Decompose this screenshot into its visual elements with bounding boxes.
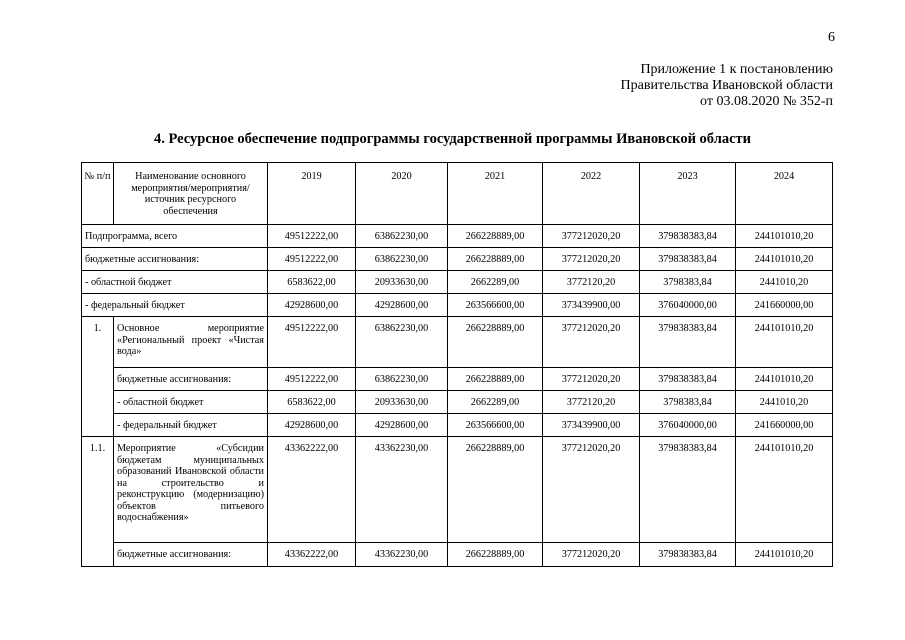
cell-value: 42928600,00 — [268, 294, 356, 317]
header-line-2: Правительства Ивановской области — [620, 78, 833, 93]
cell-value: 379838383,84 — [640, 248, 736, 271]
table-header-row — [82, 163, 833, 225]
appendix-header — [621, 62, 833, 110]
col-header-num: № п/п — [82, 163, 114, 225]
page-number: 6 — [828, 30, 835, 45]
cell-value: 63862230,00 — [356, 317, 448, 368]
cell-value: 49512222,00 — [268, 225, 356, 248]
cell-value: 266228889,00 — [448, 437, 543, 543]
cell-value: 379838383,84 — [640, 368, 736, 391]
cell-value: 266228889,00 — [448, 543, 543, 567]
header-line-1: Приложение 1 к постановлению — [640, 62, 833, 77]
cell-value: 377212020,20 — [543, 317, 640, 368]
cell-value: 241660000,00 — [736, 294, 833, 317]
cell-value: 379838383,84 — [640, 437, 736, 543]
cell-value: 379838383,84 — [640, 317, 736, 368]
row-label: - федеральный бюджет — [82, 294, 268, 317]
section-title: 4. Ресурсное обеспечение подпрограммы государственной программы Ивановской области — [153, 131, 751, 147]
col-header-2022: 2022 — [543, 163, 640, 225]
item-label: Основное мероприятие «Региональный проект «Чистая вода» — [114, 317, 268, 368]
table-row — [82, 248, 833, 271]
cell-value: 3772120,20 — [543, 271, 640, 294]
cell-value: 266228889,00 — [448, 248, 543, 271]
cell-value: 49512222,00 — [268, 368, 356, 391]
cell-value: 263566600,00 — [448, 294, 543, 317]
cell-value: 266228889,00 — [448, 225, 543, 248]
cell-value: 2441010,20 — [736, 391, 833, 414]
cell-value: 42928600,00 — [356, 414, 448, 437]
cell-value: 2441010,20 — [736, 271, 833, 294]
item-label: Мероприятие «Субсидии бюджетам муниципальных образований Ивановской области на строительство и реконструкцию (модернизацию) объектов питьевого водоснабжения» — [114, 437, 268, 543]
cell-value: 43362222,00 — [268, 543, 356, 567]
cell-value: 244101010,20 — [736, 437, 833, 543]
cell-value: 377212020,20 — [543, 248, 640, 271]
row-label: - областной бюджет — [82, 271, 268, 294]
cell-value: 3772120,20 — [543, 391, 640, 414]
col-header-2023: 2023 — [640, 163, 736, 225]
cell-value: 49512222,00 — [268, 317, 356, 368]
table-row — [82, 391, 833, 414]
cell-value: 379838383,84 — [640, 225, 736, 248]
cell-value: 376040000,00 — [640, 294, 736, 317]
cell-value: 266228889,00 — [448, 317, 543, 368]
col-header-2024: 2024 — [736, 163, 833, 225]
cell-value: 20933630,00 — [356, 391, 448, 414]
cell-value: 244101010,20 — [736, 543, 833, 567]
table-row — [82, 271, 833, 294]
cell-value: 6583622,00 — [268, 391, 356, 414]
cell-value: 63862230,00 — [356, 248, 448, 271]
row-label: бюджетные ассигнования: — [114, 543, 268, 567]
cell-value: 244101010,20 — [736, 248, 833, 271]
cell-value: 373439900,00 — [543, 414, 640, 437]
cell-value: 377212020,20 — [543, 225, 640, 248]
cell-value: 373439900,00 — [543, 294, 640, 317]
cell-value: 244101010,20 — [736, 368, 833, 391]
row-label: бюджетные ассигнования: — [114, 368, 268, 391]
cell-value: 43362222,00 — [268, 437, 356, 543]
cell-value: 377212020,20 — [543, 368, 640, 391]
cell-value: 244101010,20 — [736, 225, 833, 248]
cell-value: 2662289,00 — [448, 391, 543, 414]
row-label: Подпрограмма, всего — [82, 225, 268, 248]
cell-value: 6583622,00 — [268, 271, 356, 294]
cell-value: 2662289,00 — [448, 271, 543, 294]
cell-value: 20933630,00 — [356, 271, 448, 294]
header-line-3: от 03.08.2020 № 352-п — [700, 94, 833, 109]
table-row — [82, 368, 833, 391]
cell-value: 263566600,00 — [448, 414, 543, 437]
cell-value: 376040000,00 — [640, 414, 736, 437]
item-number: 1. — [82, 317, 114, 437]
cell-value: 43362230,00 — [356, 543, 448, 567]
cell-value: 49512222,00 — [268, 248, 356, 271]
col-header-2020: 2020 — [356, 163, 448, 225]
cell-value: 377212020,20 — [543, 437, 640, 543]
cell-value: 266228889,00 — [448, 368, 543, 391]
table-row — [82, 543, 833, 567]
cell-value: 244101010,20 — [736, 317, 833, 368]
cell-value: 42928600,00 — [356, 294, 448, 317]
cell-value: 63862230,00 — [356, 368, 448, 391]
cell-value: 3798383,84 — [640, 271, 736, 294]
cell-value: 3798383,84 — [640, 391, 736, 414]
table-row — [82, 414, 833, 437]
item-number: 1.1. — [82, 437, 114, 567]
cell-value: 241660000,00 — [736, 414, 833, 437]
table-row — [82, 437, 833, 543]
cell-value: 63862230,00 — [356, 225, 448, 248]
table-row — [82, 225, 833, 248]
table-row — [82, 317, 833, 368]
col-header-name: Наименование основного мероприятия/мероприятия/ источник ресурсного обеспечения — [114, 163, 268, 225]
row-label: бюджетные ассигнования: — [82, 248, 268, 271]
row-label: - федеральный бюджет — [114, 414, 268, 437]
col-header-2021: 2021 — [448, 163, 543, 225]
row-label: - областной бюджет — [114, 391, 268, 414]
cell-value: 379838383,84 — [640, 543, 736, 567]
cell-value: 377212020,20 — [543, 543, 640, 567]
resource-table — [81, 162, 833, 567]
cell-value: 43362230,00 — [356, 437, 448, 543]
cell-value: 42928600,00 — [268, 414, 356, 437]
col-header-2019: 2019 — [268, 163, 356, 225]
table-row — [82, 294, 833, 317]
